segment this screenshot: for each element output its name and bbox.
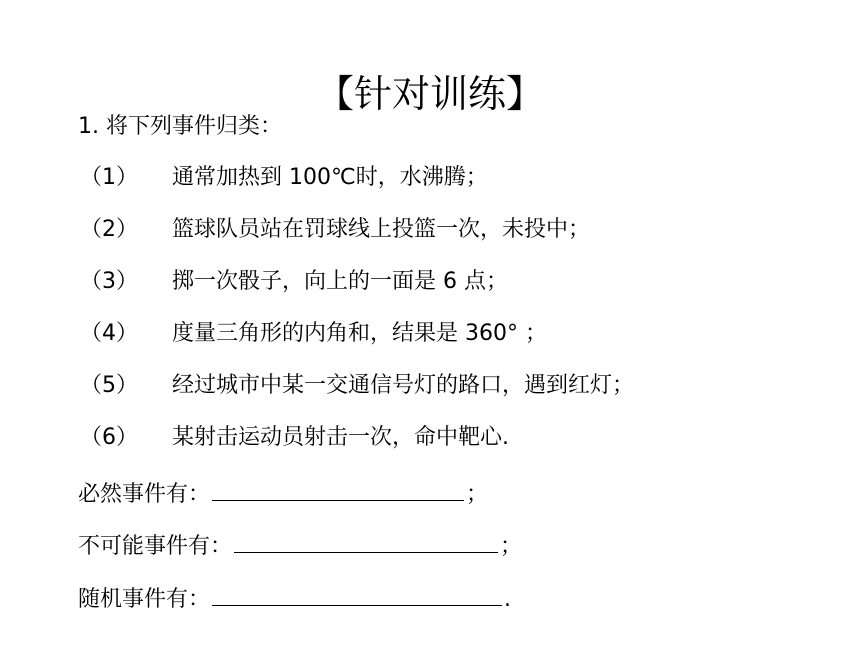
list-item — [80, 423, 509, 453]
page-title: 【针对训练】 — [315, 72, 544, 116]
fill-end: . — [504, 587, 512, 612]
list-item — [80, 371, 634, 401]
fill-line-certain — [78, 478, 488, 510]
fill-line-impossible — [78, 530, 522, 562]
list-item — [80, 267, 508, 297]
item-number: （6） — [80, 425, 138, 450]
list-item — [80, 215, 590, 245]
item-text: 篮球队员站在罚球线上投篮一次，未投中； — [172, 217, 591, 242]
item-text: 某射击运动员射击一次，命中靶心. — [172, 425, 509, 450]
item-text: 度量三角形的内角和，结果是 360° ； — [172, 321, 547, 346]
fill-label: 不可能事件有： — [78, 534, 233, 559]
fill-end: ； — [500, 534, 523, 559]
item-number: （1） — [80, 165, 138, 190]
answer-blank[interactable] — [234, 530, 498, 553]
item-text: 经过城市中某一交通信号灯的路口，遇到红灯； — [172, 373, 635, 398]
item-number: （3） — [80, 269, 138, 294]
answer-blank[interactable] — [212, 583, 502, 606]
question-intro: 1. 将下列事件归类： — [78, 114, 282, 139]
answer-blank[interactable] — [212, 478, 464, 501]
fill-label: 必然事件有： — [78, 482, 211, 507]
fill-line-random — [78, 583, 511, 615]
item-text: 通常加热到 100℃时，水沸腾； — [172, 165, 488, 190]
item-number: （4） — [80, 321, 138, 346]
fill-label: 随机事件有： — [78, 587, 211, 612]
list-item — [80, 319, 547, 349]
item-text: 掷一次骰子，向上的一面是 6 点； — [172, 269, 508, 294]
fill-end: ； — [466, 482, 489, 507]
list-item — [80, 163, 488, 193]
item-number: （2） — [80, 217, 138, 242]
item-number: （5） — [80, 373, 138, 398]
